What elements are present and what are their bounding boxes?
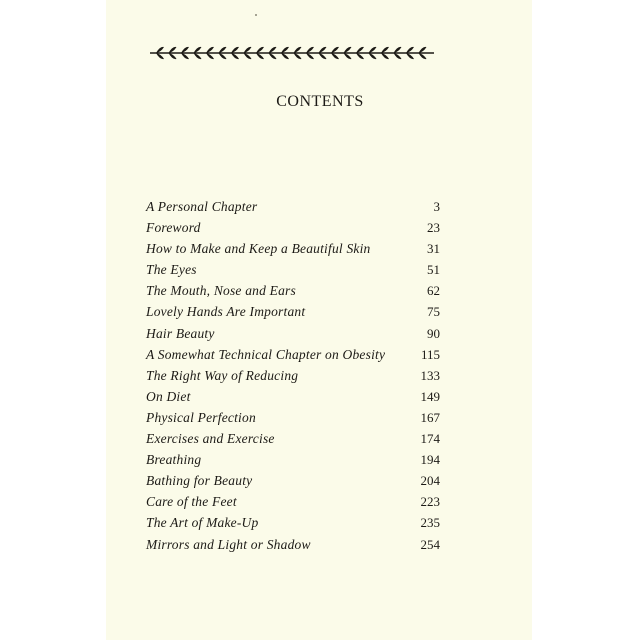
page-number: 3: [433, 199, 440, 214]
toc-entry: [146, 259, 440, 280]
page-number: 254: [420, 536, 440, 552]
page-number: 31: [427, 241, 440, 257]
toc-entry: [146, 196, 440, 217]
chapter-title: Hair Beauty: [146, 325, 215, 341]
page-number: 235: [420, 515, 440, 531]
chapter-title: Exercises and Exercise: [146, 431, 275, 447]
page-number: 133: [420, 367, 440, 383]
toc-entry: [146, 512, 440, 533]
chapter-title: A Personal Chapter: [146, 199, 258, 214]
page-number: 174: [420, 431, 440, 447]
chapter-title: On Diet: [146, 388, 191, 404]
paper-fleck: [255, 14, 257, 16]
page-number: 62: [427, 283, 440, 299]
toc-entry: [146, 428, 440, 449]
page-number: 223: [420, 494, 440, 510]
chapter-title: Foreword: [146, 220, 201, 236]
page-number: 51: [427, 262, 440, 278]
chapter-title: Bathing for Beauty: [146, 473, 253, 489]
page-number: 167: [420, 409, 440, 425]
page-number: 194: [420, 452, 440, 468]
toc-entry: [146, 280, 440, 301]
toc-entry: [146, 407, 440, 428]
chapter-title: The Mouth, Nose and Ears: [146, 283, 296, 299]
page-number: 204: [420, 473, 440, 489]
page-number: 75: [427, 304, 440, 320]
chapter-title: Mirrors and Light or Shadow: [146, 536, 311, 552]
leaf-vine-ornament-icon: [148, 45, 436, 61]
page-number: 149: [420, 388, 440, 404]
chapter-title: The Art of Make-Up: [146, 515, 259, 531]
toc-entry: [146, 344, 440, 365]
page-number: 115: [420, 346, 440, 362]
toc-entry: [146, 365, 440, 386]
chapter-title: The Eyes: [146, 262, 197, 278]
toc-entry: [146, 238, 440, 259]
toc-entry: [146, 449, 440, 470]
chapter-title: Physical Perfection: [146, 409, 256, 425]
toc-entry: [146, 386, 440, 407]
chapter-title: How to Make and Keep a Beautiful Skin: [146, 241, 371, 257]
toc-entry: [146, 470, 440, 491]
page-number: 23: [427, 220, 440, 236]
toc-entry: [146, 301, 440, 322]
toc-entry: [146, 491, 440, 512]
chapter-title: The Right Way of Reducing: [146, 367, 299, 383]
toc-entry: [146, 323, 440, 344]
toc-entry: [146, 217, 440, 238]
chapter-title: Lovely Hands Are Important: [146, 304, 306, 320]
toc-entry: [146, 534, 440, 555]
chapter-title: Care of the Feet: [146, 494, 237, 510]
page-number: 90: [427, 325, 440, 341]
chapter-title: A Somewhat Technical Chapter on Obesity: [146, 346, 386, 362]
contents-heading: CONTENTS: [276, 93, 364, 110]
table-of-contents: [146, 196, 440, 555]
chapter-title: Breathing: [146, 452, 202, 468]
